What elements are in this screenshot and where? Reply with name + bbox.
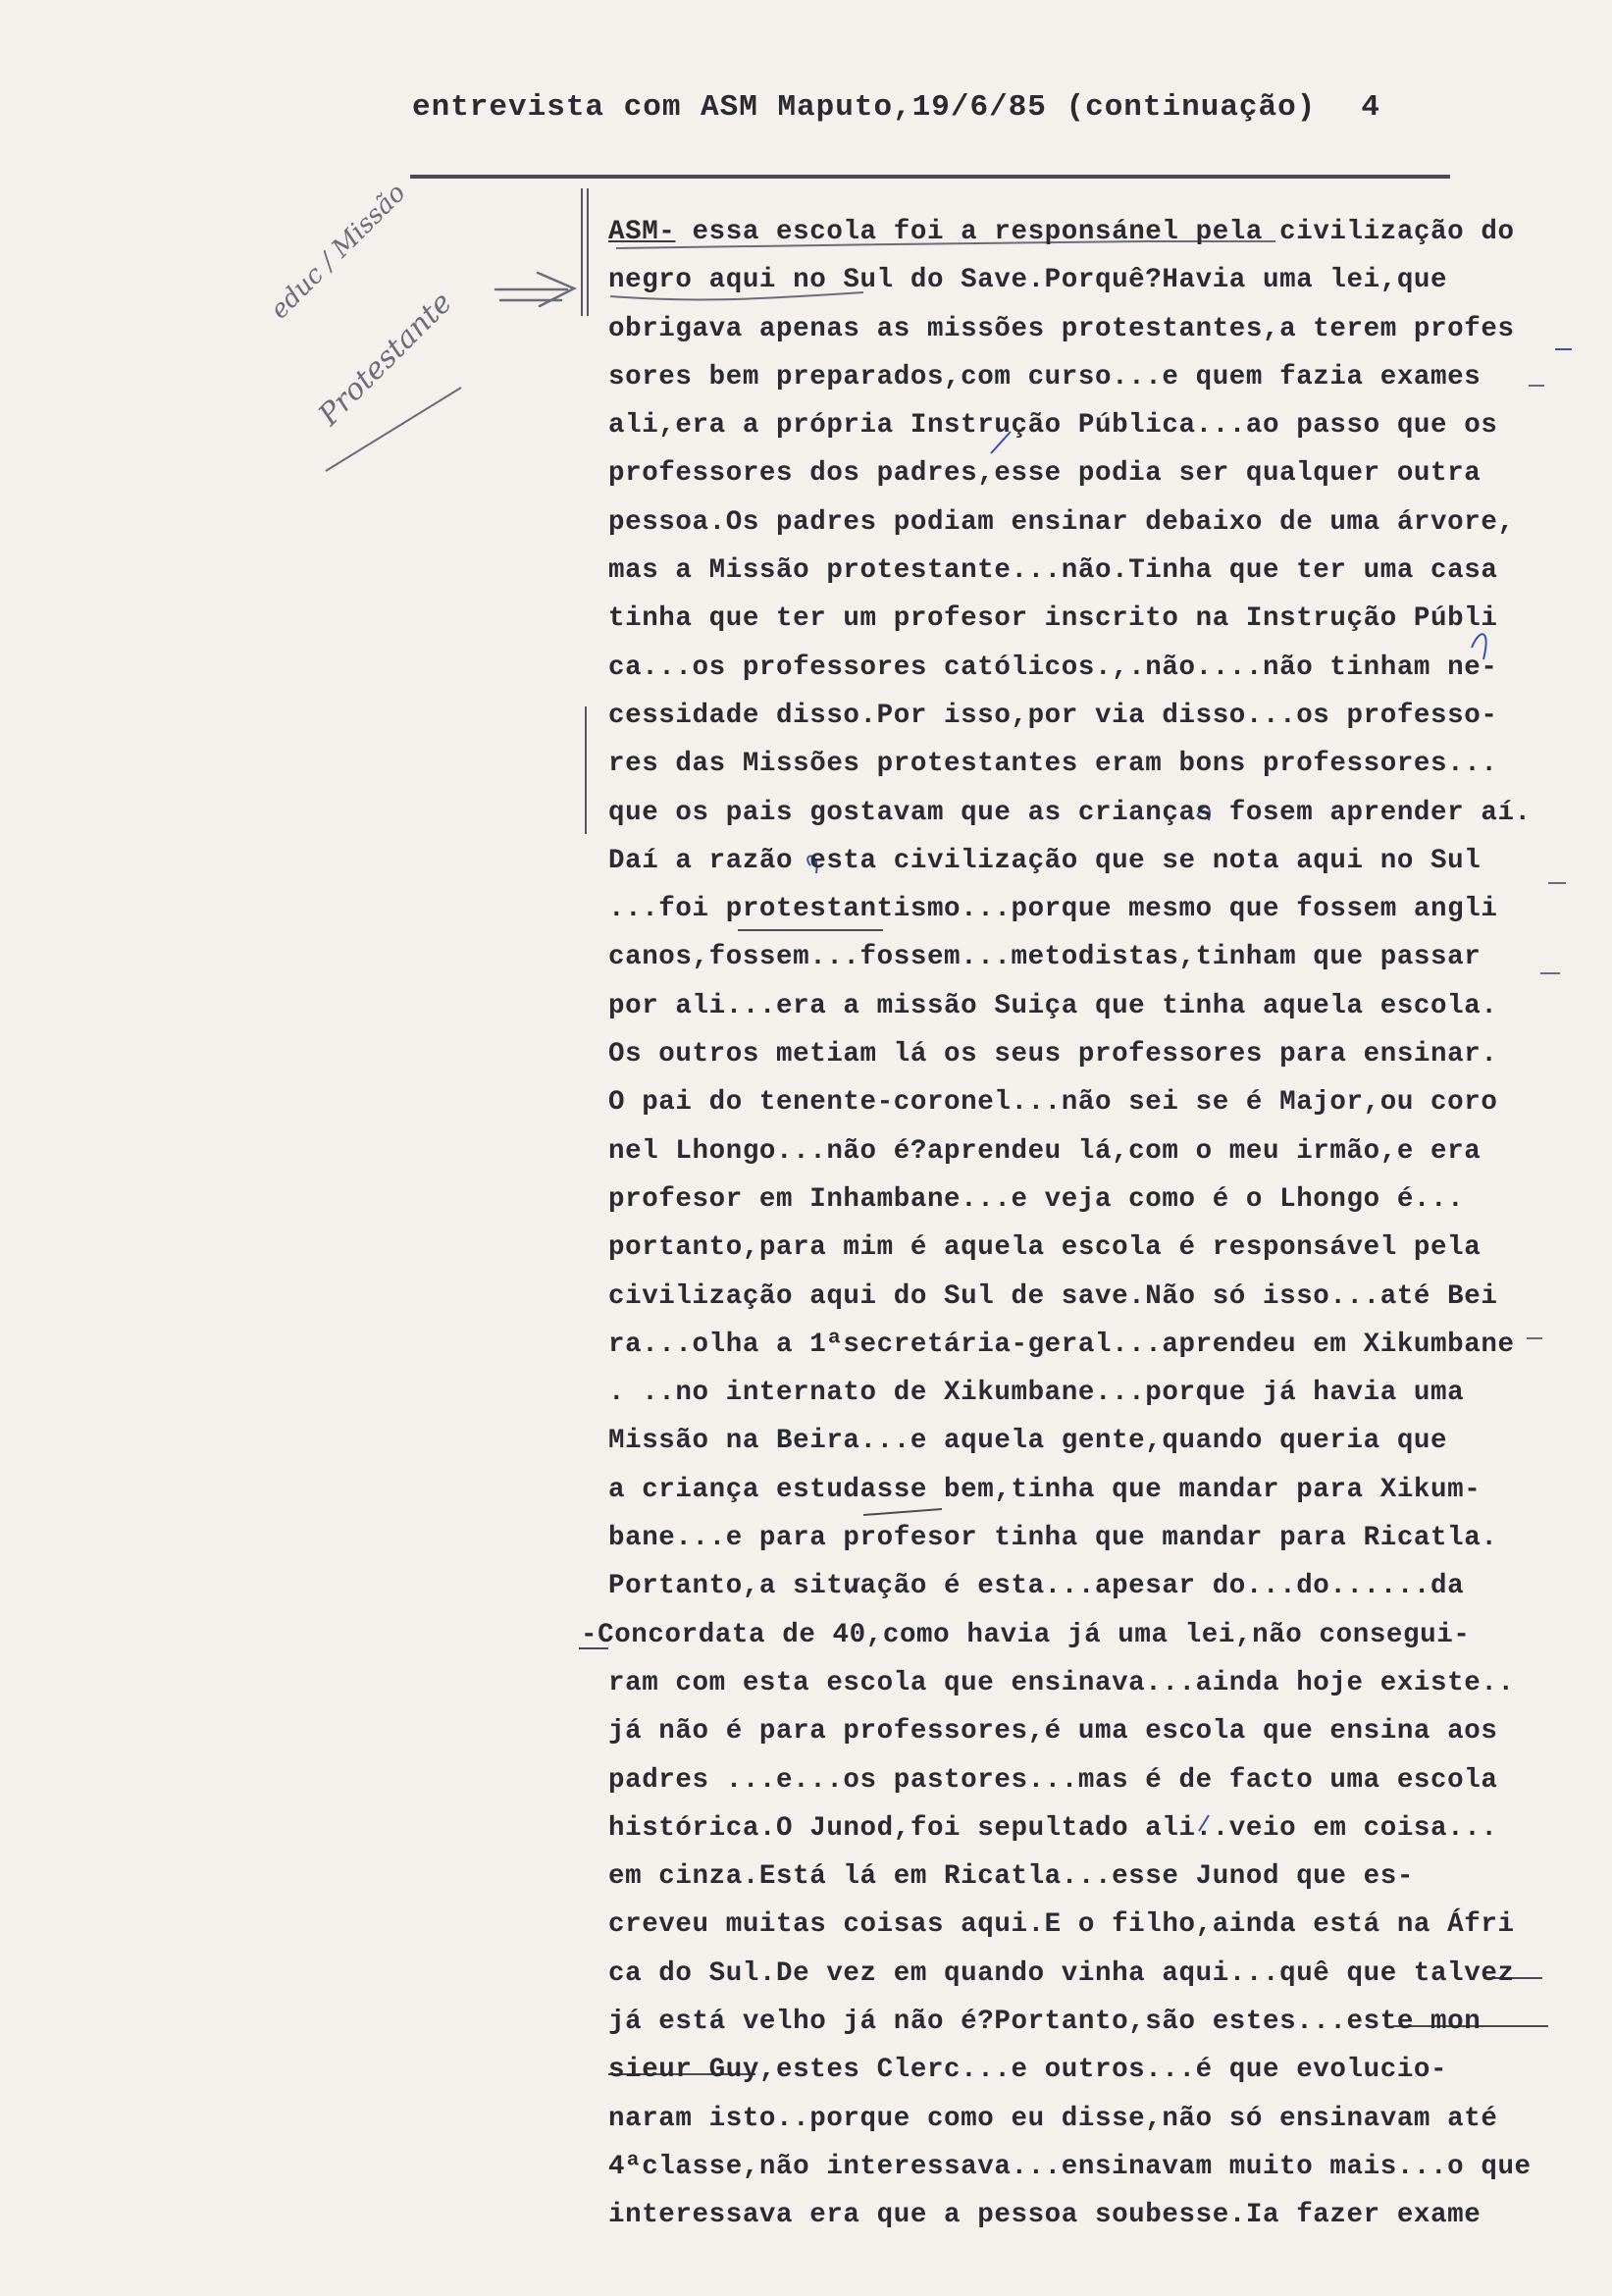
speaker-label: ASM- [608,217,676,247]
text-line-19: O pai do tenente-coronel...não sei se é Major,ou coro [608,1087,1498,1119]
pencil-arrow-icon [495,273,574,306]
text-line-34: histórica.O Junod,foi sepultado ali..veio em coisa... [608,1812,1498,1844]
text-line-10: ca...os professores católicos.,.não....não tinham ne- [608,652,1498,683]
text-line-29: Portanto,a situação é esta...apesar do...do......da [608,1571,1465,1602]
header-title: entrevista com ASM Maputo,19/6/85 (continuação) [412,90,1317,125]
text-line-30: -Concordata de 40,como havia já uma lei,não consegui- [581,1619,1471,1650]
text-line-18: Os outros metiam lá os seus professores para ensinar. [608,1039,1498,1070]
text-line-27: a criança estudasse bem,tinha que mandar para Xikum- [608,1474,1482,1505]
text-line-15: ...foi protestantismo...porque mesmo que fossem angli [608,894,1498,925]
text-line-31: ram com esta escola que ensinava...ainda hoje existe.. [608,1667,1515,1698]
text-line-6: professores dos padres,esse podia ser qualquer outra [608,458,1482,490]
text-line-13: que os pais gostavam que as crianças fosem aprender aí. [608,797,1532,828]
text-line-20: nel Lhongo...não é?aprendeu lá,com o meu irmão,e era [608,1135,1482,1167]
text-line-32: já não é para professores,é uma escola que ensina aos [608,1716,1498,1748]
text-line-36: creveu muitas coisas aqui.E o filho,ainda está na Áfri [608,1909,1515,1941]
text-line-4: sores bem preparados,com curso...e quem fazia exames [608,361,1482,392]
text-line-42: interessava era que a pessoa soubesse.Ia fazer exame [608,2200,1482,2231]
text-line-25: . ..no internato de Xikumbane...porque já havia uma [608,1378,1465,1409]
text-line-7: pessoa.Os padres podiam ensinar debaixo de uma árvore, [608,506,1515,538]
text-line-37: ca do Sul.De vez em quando vinha aqui...quê que talvez [608,1957,1515,1989]
text-line-40: naram isto..porque como eu disse,não só ensinavam até [608,2103,1498,2134]
text-line-12: res das Missões protestantes eram bons professores... [608,749,1498,780]
text-line-22: portanto,para mim é aquela escola é responsável pela [608,1232,1482,1264]
text-line-39: sieur Guy,estes Clerc...e outros...é que evolucio- [608,2055,1448,2086]
text-line-8: mas a Missão protestante...não.Tinha que ter uma casa [608,555,1498,587]
interview-body [581,208,1589,2239]
text-line-17: por ali...era a missão Suiça que tinha aquela escola. [608,990,1498,1021]
text-line-5: ali,era a própria Instrução Pública...ao passo que os [608,410,1498,442]
text-line-41: 4ªclasse,não interessava...ensinavam muito mais...o que [608,2151,1532,2182]
text-line-14: Daí a razão esta civilização que se nota aqui no Sul [608,845,1482,876]
margin-note-2: Protestante [312,285,459,433]
page-number: 4 [1361,90,1380,125]
text-line-21: profesor em Inhambane...e veja como é o Lhongo é... [608,1183,1465,1215]
text-line-23: civilização aqui do Sul de save.Não só isso...até Bei [608,1280,1498,1312]
text-line-24: ra...olha a 1ªsecretária-geral...aprendeu em Xikumbane [608,1329,1515,1360]
text-line-38: já está velho já não é?Portanto,são estes...este mon [608,2006,1482,2037]
margin-note-1: educ / Missão [265,178,412,326]
text-line-1: ASM- essa escola foi a responsánel pela civilização do [608,217,1515,247]
text-line-33: padres ...e...os pastores...mas é de facto uma escola [608,1764,1498,1796]
text-line-26: Missão na Beira...e aquela gente,quando queria que [608,1426,1448,1457]
text-line-9: tinha que ter um profesor inscrito na Instrução Públi [608,603,1498,635]
text-line-35: em cinza.Está lá em Ricatla...esse Junod que es- [608,1861,1414,1893]
text-line-16: canos,fossem...fossem...metodistas,tinham que passar [608,942,1482,973]
text-line-2: negro aqui no Sul do Save.Porquê?Havia uma lei,que [608,265,1448,296]
text-line-11: cessidade disso.Por isso,por via disso...os professo- [608,700,1498,731]
text-line-28: bane...e para profesor tinha que mandar para Ricatla. [608,1523,1498,1554]
pencil-stroke [326,388,461,471]
text-line-3: obrigava apenas as missões protestantes,a terem profes [608,313,1515,344]
